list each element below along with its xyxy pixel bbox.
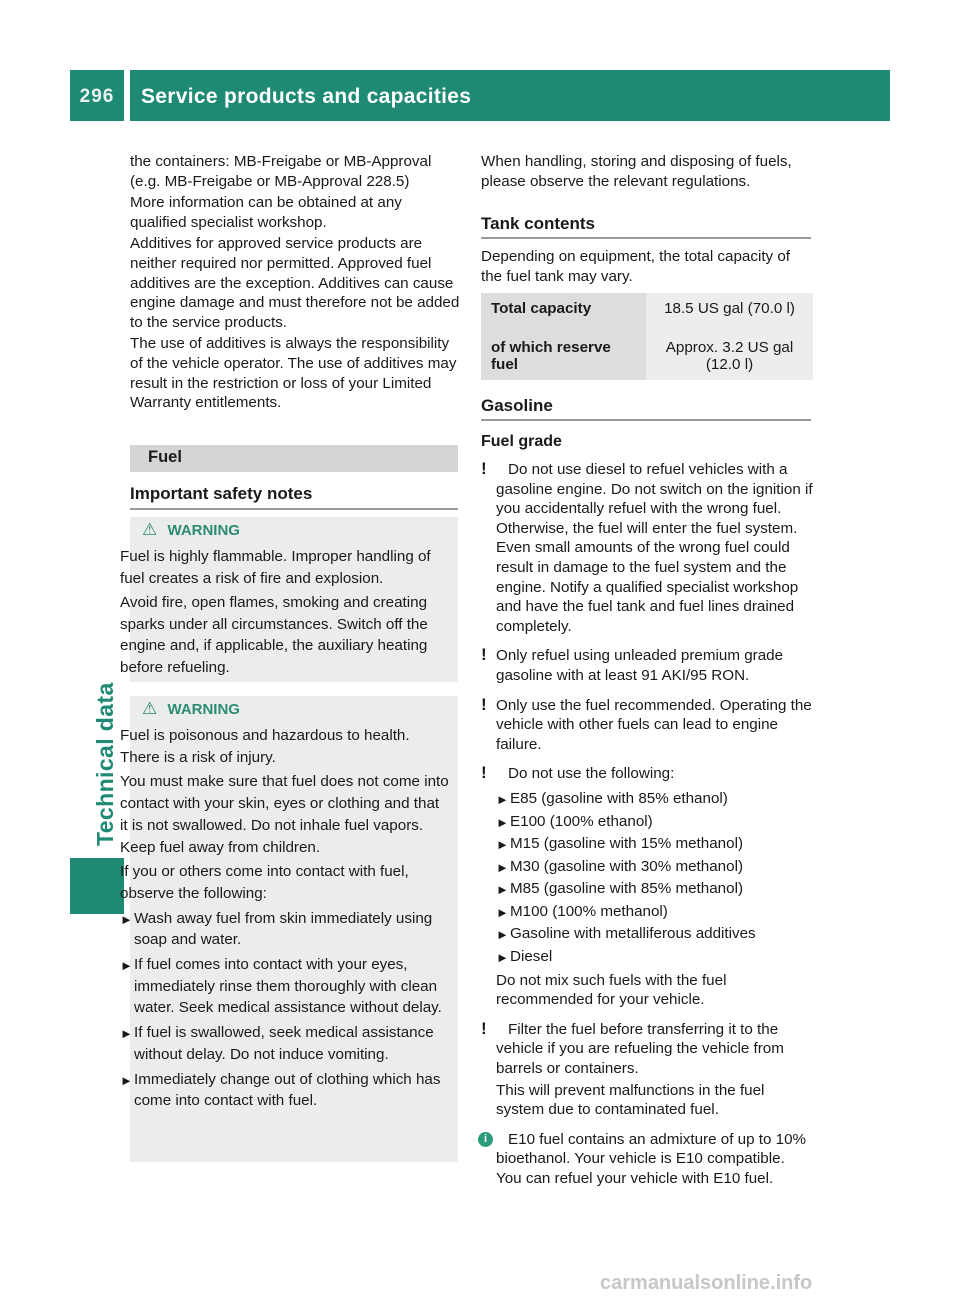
page-title: Service products and capacities: [141, 85, 472, 108]
safety-heading-rule: [130, 508, 458, 510]
info-icon: i: [478, 1132, 493, 1147]
list-item-text: M30 (gasoline with 30% methanol): [510, 857, 743, 875]
exclamation-icon: !: [481, 694, 487, 714]
right-intro: When handling, storing and disposing of fuels, please observe the relevant regulations.: [481, 153, 792, 190]
caution-note-1: [481, 460, 813, 636]
intro-paragraph-3: Additives for approved service products are neither required nor permitted. Approved fuel additives are the exception. Additives can cause engine damage and must therefore not be added to the service products.: [130, 235, 460, 331]
capacity-value: 18.5 US gal (70.0 l): [646, 293, 813, 329]
gasoline-heading: Gasoline: [481, 396, 553, 415]
info-text: E10 fuel contains an admixture of up to 10% bioethanol. Your vehicle is E10 compatible. You can refuel your vehicle with E10 fuel.: [496, 1130, 807, 1187]
bullet-text: If fuel is swallowed, seek medical assistance without delay. Do not induce vomiting.: [134, 1024, 434, 1063]
caution-note-3: [481, 696, 813, 755]
warning-label-2: WARNING: [167, 701, 240, 718]
warning-box-1: [120, 517, 458, 682]
intro-paragraph-1: the containers: MB-Freigabe or MB-Approval (e.g. MB-Freigabe or MB-Approval 228.5): [130, 153, 432, 190]
gasoline-heading-rule: [481, 419, 811, 421]
note-text: Do not use diesel to refuel vehicles with a gasoline engine. Do not switch on the ignition if you accidentally refuel with the wrong fuel. Otherwise, the fuel will enter the fuel system. Even small amounts of the wrong fuel could result in damage to the fuel system and the engine. Notify a qualified specialist workshop and have the fuel tank and fuel lines drained completely.: [496, 461, 813, 635]
list-item: ► M85 (gasoline with 85% methanol): [496, 880, 743, 898]
warning-triangle-icon: ⚠: [142, 520, 158, 539]
warning-2-paragraph-1: Fuel is poisonous and hazardous to health. There is a risk of injury.: [120, 727, 410, 766]
safety-notes-heading: Important safety notes: [130, 484, 313, 503]
page-number: 296: [79, 86, 115, 107]
list-item: ► E100 (100% ethanol): [496, 812, 653, 830]
side-tab-label: Technical data: [92, 682, 118, 846]
side-tab-marker: [70, 858, 124, 914]
list-item-text: Diesel: [510, 948, 553, 966]
bullet-text: Immediately change out of clothing which has come into contact with fuel.: [134, 1070, 441, 1110]
warning-2-paragraph-3: If you or others come into contact with fuel, observe the following:: [120, 863, 409, 902]
intro-paragraph-2: More information can be obtained at any qualified specialist workshop.: [130, 194, 402, 231]
list-item: ► M30 (gasoline with 30% methanol): [496, 857, 743, 875]
note-4-followup: Do not mix such fuels with the fuel recommended for your vehicle.: [496, 971, 727, 1009]
list-item: ► M100 (100% methanol): [496, 902, 668, 920]
capacity-key: of which reserve fuel: [481, 329, 646, 380]
list-item-text: E85 (gasoline with 85% ethanol): [510, 789, 728, 807]
intro-paragraph-4: The use of additives is always the responsibility of the vehicle operator. The use of additives may result in the restriction or loss of your Limited Warranty entitlements.: [130, 335, 457, 412]
bullet-text: If fuel comes into contact with your eyes, immediately rinse them thoroughly with clean water. Seek medical assistance without delay.: [134, 956, 442, 1017]
note-text: Filter the fuel before transferring it to the vehicle if you are refueling the vehicle from barrels or containers.: [496, 1020, 784, 1078]
list-item: ► Gasoline with metalliferous additives: [496, 925, 756, 943]
list-item: ► Diesel: [496, 948, 553, 966]
exclamation-icon: !: [481, 459, 487, 478]
fuel-notes: [481, 460, 813, 1189]
left-intro: [130, 152, 460, 413]
caution-note-5: [481, 1020, 813, 1120]
tank-heading-rule: [481, 237, 811, 239]
table-row: [481, 293, 813, 329]
bullet-text: Wash away fuel from skin immediately using soap and water.: [134, 909, 433, 949]
list-item-text: M15 (gasoline with 15% methanol): [510, 835, 743, 853]
warning-heading-2: [142, 699, 240, 720]
table-row: [481, 329, 813, 380]
exclamation-icon: !: [481, 1018, 487, 1038]
warning-2-paragraph-2: You must make sure that fuel does not come into contact with your skin, eyes or clothing and that it is not swallowed. Do not inhale fuel vapors. Keep fuel away from children.: [120, 773, 449, 856]
note-text: Only use the fuel recommended. Operating the vehicle with other fuels can lead to engine failure.: [496, 696, 812, 753]
list-item: ► If fuel is swallowed, seek medical assistance without delay. Do not induce vomiting.: [120, 1024, 434, 1063]
note-text: Do not use the following:: [508, 765, 675, 783]
capacity-table: [481, 293, 813, 380]
list-item-text: M85 (gasoline with 85% methanol): [510, 880, 743, 898]
capacity-value: Approx. 3.2 US gal (12.0 l): [646, 329, 813, 380]
caution-note-2: [481, 646, 813, 685]
tank-contents-heading: Tank contents: [481, 214, 595, 233]
list-item-text: Gasoline with metalliferous additives: [510, 925, 756, 943]
warning-1-paragraph-1: Fuel is highly flammable. Improper handling of fuel creates a risk of fire and explosion.: [120, 548, 431, 587]
note-text: Only refuel using unleaded premium grade gasoline with at least 91 AKI/95 RON.: [496, 647, 784, 684]
fuel-section-title: Fuel: [148, 448, 182, 466]
footer-watermark: carmanualsonline.info: [600, 1272, 813, 1294]
list-item: ► If fuel comes into contact with your eyes, immediately rinse them thoroughly with clean water. Seek medical assistance without delay.: [120, 956, 442, 1017]
warning-heading-1: [142, 520, 240, 541]
list-item-text: M100 (100% methanol): [510, 902, 668, 920]
fuel-grade-heading: Fuel grade: [481, 433, 562, 450]
note-5-followup: This will prevent malfunctions in the fuel system due to contaminated fuel.: [496, 1081, 765, 1119]
warning-triangle-icon: ⚠: [142, 699, 158, 718]
list-item-text: E100 (100% ethanol): [510, 812, 653, 830]
list-item: ► M15 (gasoline with 15% methanol): [496, 835, 743, 853]
warning-1-paragraph-2: Avoid fire, open flames, smoking and creating sparks under all circumstances. Switch off the engine and, if applicable, the auxiliary heating before refueling.: [120, 594, 428, 676]
list-item: ► E85 (gasoline with 85% ethanol): [496, 789, 728, 807]
caution-note-4: [481, 764, 813, 1010]
warning-box-2: [120, 696, 458, 1162]
list-item: ► Wash away fuel from skin immediately using soap and water.: [120, 909, 433, 949]
tank-description: Depending on equipment, the total capacity of the fuel tank may vary.: [481, 248, 791, 285]
exclamation-icon: !: [481, 763, 487, 783]
info-note: [481, 1130, 813, 1189]
capacity-key: Total capacity: [481, 293, 646, 329]
exclamation-icon: !: [481, 645, 487, 665]
warning-label-1: WARNING: [167, 522, 240, 539]
list-item: ► Immediately change out of clothing which has come into contact with fuel.: [120, 1070, 441, 1110]
